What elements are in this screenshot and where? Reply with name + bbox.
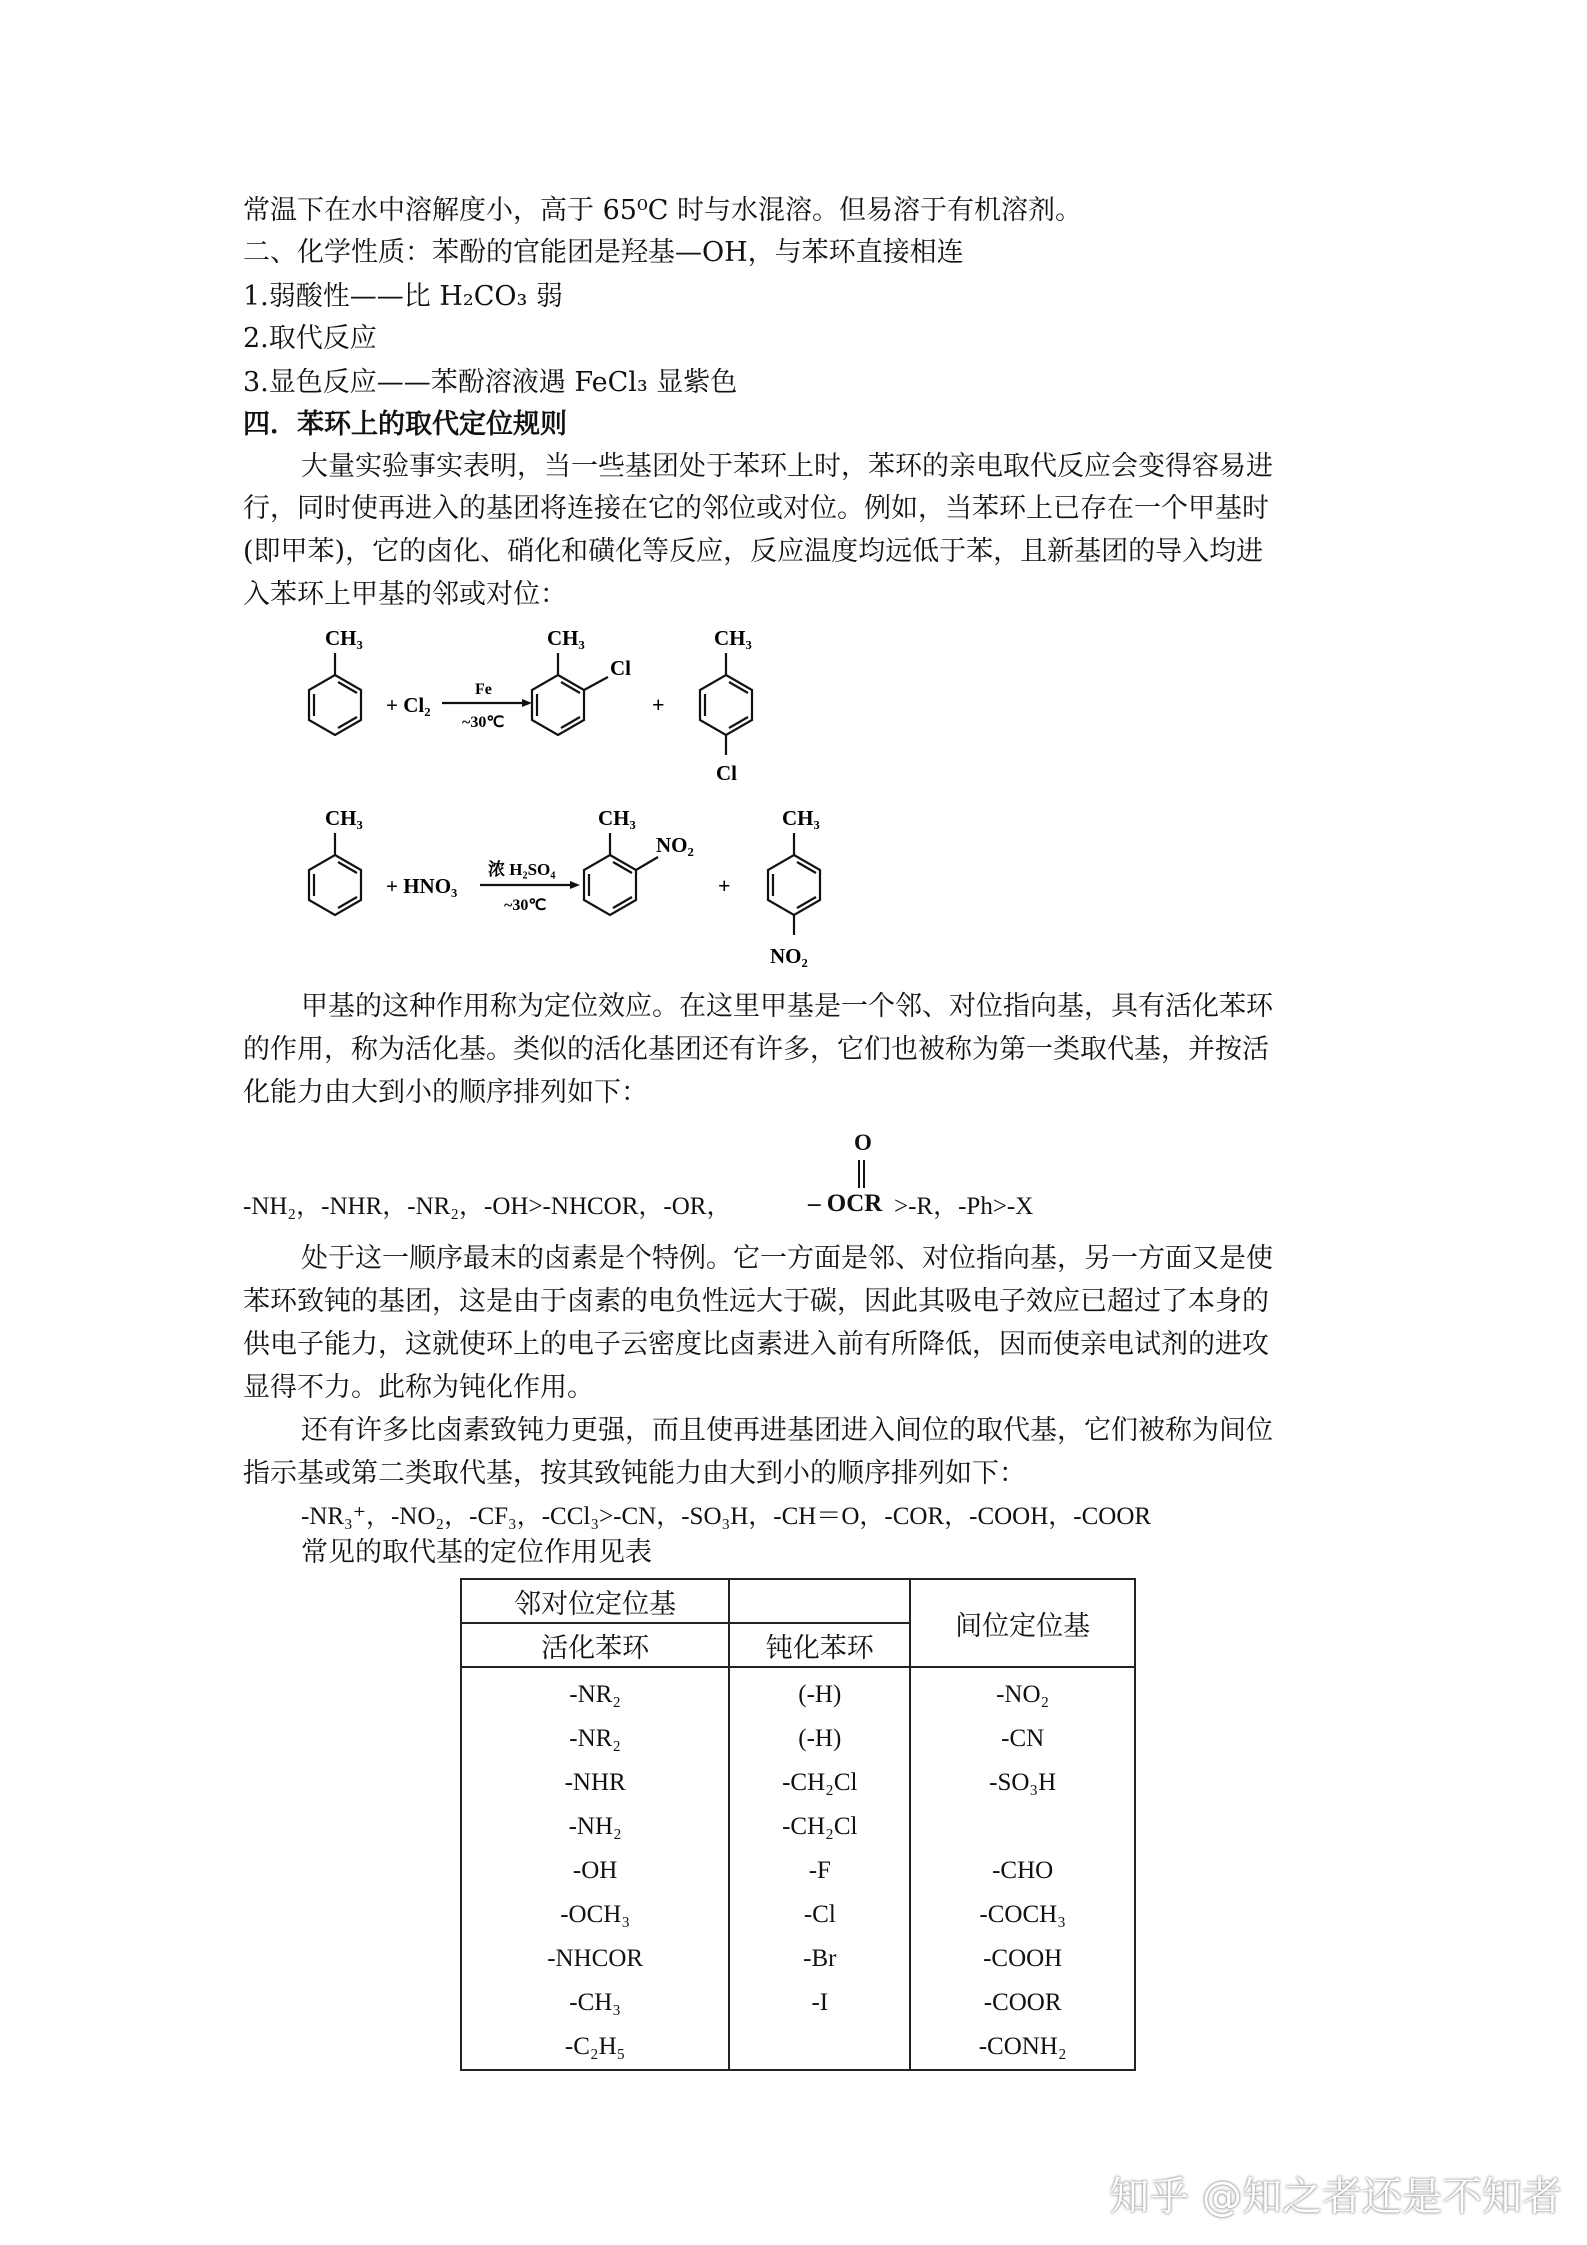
paragraph-line: 化能力由大到小的顺序排列如下： <box>243 1077 648 1108</box>
activating-series-start: -NH₂，-NHR，-NR₂，-OH>-NHCOR，-OR， <box>243 1193 732 1220</box>
paragraph-line: (即甲苯)，它的卤化、硝化和磺化等反应，反应温度均远低于苯，且新基团的导入均进 <box>243 536 1264 567</box>
table-cell: -SO₃H <box>910 1761 1135 1805</box>
paragraph-line: 大量实验事实表明，当一些基团处于苯环上时，苯环的亲电取代反应会变得容易进 <box>301 451 1273 482</box>
paragraph-line: 处于这一顺序最末的卤素是个特例。它一方面是邻、对位指向基，另一方面又是使 <box>301 1243 1273 1274</box>
paragraph-line: 还有许多比卤素致钝力更强，而且使再进基团进入间位的取代基，它们被称为间位 <box>301 1415 1273 1446</box>
condition-bottom: ~30℃ <box>462 714 505 731</box>
condition-top: Fe <box>475 681 492 698</box>
table-intro: 常见的取代基的定位作用见表 <box>301 1537 652 1568</box>
table-cell: -Cl <box>729 1893 910 1937</box>
table-cell <box>910 1805 1135 1849</box>
table-cell: -CH₂Cl <box>729 1805 910 1849</box>
text-line: 常温下在水中溶解度小，高于 65⁰C 时与水混溶。但易溶于有机溶剂。 <box>243 195 1083 226</box>
product-ortho-sub: Cl <box>610 656 631 680</box>
table-cell: -OH <box>461 1849 729 1893</box>
product-para-top: CH₃ <box>714 626 752 650</box>
paragraph-line: 供电子能力，这就使环上的电子云密度比卤素进入前有所降低，因而使亲电试剂的进攻 <box>243 1329 1269 1360</box>
table-row <box>461 1937 1135 1981</box>
table-row <box>461 1849 1135 1893</box>
table-cell: -C₂H₅ <box>461 2025 729 2070</box>
paragraph-line: 显得不力。此称为钝化作用。 <box>243 1372 594 1403</box>
plus-sign: + <box>652 692 665 717</box>
reagent-label: + HNO₃ <box>386 874 458 898</box>
table-cell: -CN <box>910 1717 1135 1761</box>
product-ortho-sub: NO₂ <box>656 833 694 857</box>
table-header-meta: 间位定位基 <box>910 1579 1135 1667</box>
product-para-top: CH₃ <box>782 806 820 830</box>
table-cell: -NH₂ <box>461 1805 729 1849</box>
table-header-deactivating: 钝化苯环 <box>729 1623 910 1667</box>
reactant-label: CH₃ <box>325 806 363 830</box>
table-cell: (-H) <box>729 1667 910 1717</box>
table-header-activating: 活化苯环 <box>461 1623 729 1667</box>
text-line: 2.取代反应 <box>243 323 377 354</box>
condition-bottom: ~30℃ <box>504 897 547 914</box>
table-cell: -F <box>729 1849 910 1893</box>
paragraph-line: 入苯环上甲基的邻或对位： <box>243 579 567 610</box>
table-cell: -NO₂ <box>910 1667 1135 1717</box>
table-cell: -COOR <box>910 1981 1135 2025</box>
reaction-chlorination <box>290 615 810 795</box>
ocr-double-bond <box>858 1160 865 1188</box>
table-row <box>461 1717 1135 1761</box>
activating-series-end: >-R，-Ph>-X <box>894 1193 1034 1220</box>
watermark: 知乎 @知之者还是不知者 <box>1109 2174 1562 2220</box>
text-line: 二、化学性质：苯酚的官能团是羟基—OH，与苯环直接相连 <box>243 237 964 268</box>
product-ortho-top: CH₃ <box>598 806 636 830</box>
table-cell: -NHR <box>461 1761 729 1805</box>
reagent-label: + Cl₂ <box>386 693 431 717</box>
table-empty-header <box>729 1579 910 1623</box>
table-cell <box>729 2025 910 2070</box>
table-cell: -COCH₃ <box>910 1893 1135 1937</box>
table-cell: -OCH₃ <box>461 1893 729 1937</box>
table-row <box>461 1805 1135 1849</box>
ocr-oxygen: O <box>854 1130 872 1155</box>
reactant-label: CH₃ <box>325 626 363 650</box>
plus-sign: + <box>718 873 731 898</box>
table-cell: -I <box>729 1981 910 2025</box>
condition-top: 浓 H₂SO₄ <box>488 860 556 879</box>
text-line: 3.显色反应——苯酚溶液遇 FeCl₃ 显紫色 <box>243 367 738 398</box>
product-para-bottom: NO₂ <box>770 944 808 968</box>
table-cell: -CH₃ <box>461 1981 729 2025</box>
text-line: 1.弱酸性——比 H₂CO₃ 弱 <box>243 281 563 312</box>
table-row <box>461 1667 1135 1717</box>
paragraph-line: 苯环致钝的基团，这是由于卤素的电负性远大于碳，因此其吸电子效应已超过了本身的 <box>243 1286 1269 1317</box>
reaction-nitration <box>290 795 870 980</box>
table-cell: -NR₂ <box>461 1717 729 1761</box>
table-cell: (-H) <box>729 1717 910 1761</box>
substituent-table <box>460 1578 1136 2071</box>
table-group-header: 邻对位定位基 <box>461 1579 729 1623</box>
table-cell: -COOH <box>910 1937 1135 1981</box>
table-row <box>461 1981 1135 2025</box>
table-cell: -CONH₂ <box>910 2025 1135 2070</box>
paragraph-line: 指示基或第二类取代基，按其致钝能力由大到小的顺序排列如下： <box>243 1458 1026 1489</box>
ocr-label: – OCR <box>808 1190 883 1217</box>
product-para-bottom: Cl <box>716 761 737 785</box>
table-cell: -NHCOR <box>461 1937 729 1981</box>
table-row <box>461 1893 1135 1937</box>
ocr-group <box>808 1130 888 1225</box>
table-cell: -CH₂Cl <box>729 1761 910 1805</box>
product-ortho-top: CH₃ <box>547 626 585 650</box>
table-cell: -Br <box>729 1937 910 1981</box>
section-heading: 四．苯环上的取代定位规则 <box>243 409 567 440</box>
paragraph-line: 的作用，称为活化基。类似的活化基团还有许多，它们也被称为第一类取代基，并按活 <box>243 1034 1269 1065</box>
table-row <box>461 1761 1135 1805</box>
paragraph-line: 行，同时使再进入的基团将连接在它的邻位或对位。例如，当苯环上已存在一个甲基时 <box>243 493 1269 524</box>
table-cell: -CHO <box>910 1849 1135 1893</box>
table-row <box>461 2025 1135 2070</box>
table-cell: -NR₂ <box>461 1667 729 1717</box>
deactivating-series: -NR₃⁺，-NO₂，-CF₃，-CCl₃>-CN，-SO₃H，-CH＝O，-COR，-COOH，-COOR <box>301 1503 1152 1530</box>
paragraph-line: 甲基的这种作用称为定位效应。在这里甲基是一个邻、对位指向基，具有活化苯环 <box>301 991 1273 1022</box>
